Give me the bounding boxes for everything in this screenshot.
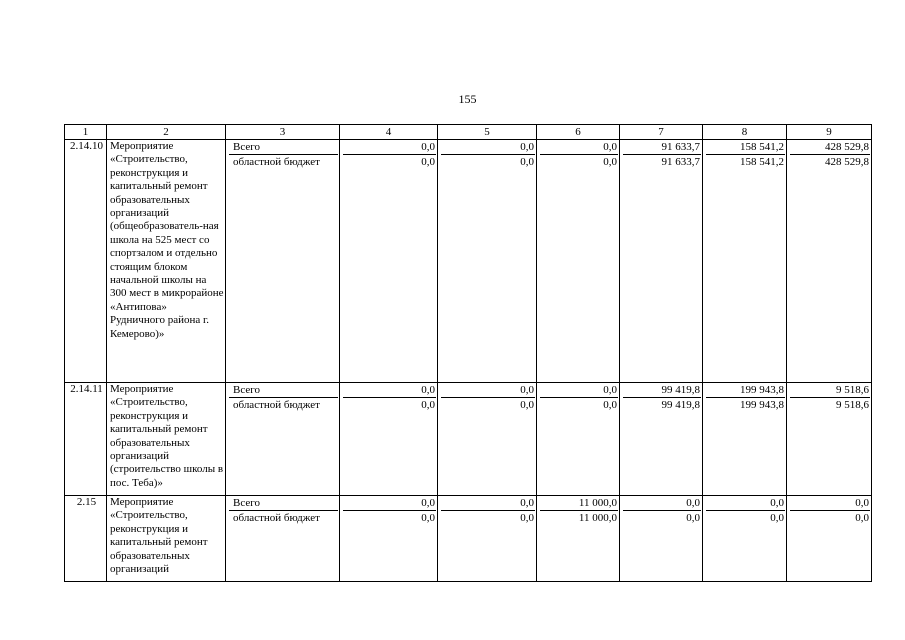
value-cell xyxy=(703,496,787,582)
value-total: 428 529,8 xyxy=(790,140,870,155)
value-total: 0,0 xyxy=(441,496,535,511)
table-row xyxy=(65,496,872,582)
value-regional: 0,0 xyxy=(603,156,617,168)
funding-source-cell xyxy=(226,496,340,582)
table-row xyxy=(65,383,872,496)
budget-table xyxy=(64,124,872,582)
value-total: 0,0 xyxy=(343,383,436,398)
value-regional: 199 943,8 xyxy=(740,399,784,411)
funding-source-regional: областной бюджет xyxy=(233,399,320,411)
value-cell xyxy=(438,140,537,383)
value-total: 0,0 xyxy=(790,496,870,511)
value-cell xyxy=(537,140,620,383)
value-cell xyxy=(340,383,438,496)
table-header-row xyxy=(65,125,872,140)
value-total: 91 633,7 xyxy=(623,140,701,155)
value-total: 0,0 xyxy=(706,496,785,511)
value-cell xyxy=(787,383,872,496)
funding-source-total: Всего xyxy=(229,496,338,511)
column-header: 5 xyxy=(438,125,537,140)
value-regional: 0,0 xyxy=(421,156,435,168)
value-cell xyxy=(537,383,620,496)
value-regional: 0,0 xyxy=(421,512,435,524)
value-cell xyxy=(703,383,787,496)
column-header: 7 xyxy=(620,125,703,140)
value-regional: 0,0 xyxy=(770,512,784,524)
column-header: 8 xyxy=(703,125,787,140)
column-header: 6 xyxy=(537,125,620,140)
value-cell xyxy=(620,496,703,582)
funding-source-regional: областной бюджет xyxy=(233,512,320,524)
value-cell xyxy=(787,140,872,383)
funding-source-regional: областной бюджет xyxy=(233,156,320,168)
column-header: 9 xyxy=(787,125,872,140)
value-total: 0,0 xyxy=(441,383,535,398)
value-regional: 91 633,7 xyxy=(661,156,700,168)
value-regional: 0,0 xyxy=(686,512,700,524)
item-description: Мероприятие «Строительство, реконструкция и капитальный ремонт образовательных организаций (общеобразователь-ная школа на 525 мест со спортзалом и отдельно стоящим блоком начальной школы на 300 мест в микрорайоне «Антипова» Рудничного района г. Кемерово)» xyxy=(107,140,226,383)
value-regional: 428 529,8 xyxy=(825,156,869,168)
column-header: 4 xyxy=(340,125,438,140)
value-regional: 0,0 xyxy=(603,399,617,411)
value-cell xyxy=(340,496,438,582)
value-total: 0,0 xyxy=(623,496,701,511)
value-regional: 0,0 xyxy=(855,512,869,524)
value-cell xyxy=(438,496,537,582)
value-total: 158 541,2 xyxy=(706,140,785,155)
value-regional: 158 541,2 xyxy=(740,156,784,168)
value-regional: 0,0 xyxy=(520,512,534,524)
value-regional: 9 518,6 xyxy=(836,399,869,411)
column-header: 1 xyxy=(65,125,107,140)
funding-source-cell xyxy=(226,383,340,496)
column-header: 2 xyxy=(107,125,226,140)
value-total: 0,0 xyxy=(540,140,618,155)
item-number: 2.15 xyxy=(65,496,107,582)
value-total: 11 000,0 xyxy=(540,496,618,511)
value-total: 199 943,8 xyxy=(706,383,785,398)
item-description: Мероприятие «Строительство, реконструкция и капитальный ремонт образовательных организаций (строительство школы в пос. Теба)» xyxy=(107,383,226,496)
value-cell xyxy=(340,140,438,383)
value-total: 9 518,6 xyxy=(790,383,870,398)
value-regional: 0,0 xyxy=(421,399,435,411)
value-regional: 99 419,8 xyxy=(661,399,700,411)
value-cell xyxy=(620,140,703,383)
funding-source-total: Всего xyxy=(229,383,338,398)
value-total: 0,0 xyxy=(343,496,436,511)
value-total: 0,0 xyxy=(343,140,436,155)
funding-source-cell xyxy=(226,140,340,383)
column-header: 3 xyxy=(226,125,340,140)
item-number: 2.14.11 xyxy=(65,383,107,496)
value-cell xyxy=(438,383,537,496)
value-cell xyxy=(703,140,787,383)
value-total: 0,0 xyxy=(540,383,618,398)
value-regional: 0,0 xyxy=(520,156,534,168)
value-regional: 0,0 xyxy=(520,399,534,411)
page-number: 155 xyxy=(458,92,477,106)
value-cell xyxy=(620,383,703,496)
table-row xyxy=(65,140,872,383)
funding-source-total: Всего xyxy=(229,140,338,155)
item-description: Мероприятие «Строительство, реконструкция и капитальный ремонт образовательных организаций xyxy=(107,496,226,582)
value-cell xyxy=(787,496,872,582)
value-regional: 11 000,0 xyxy=(578,512,617,524)
value-cell xyxy=(537,496,620,582)
value-total: 99 419,8 xyxy=(623,383,701,398)
value-total: 0,0 xyxy=(441,140,535,155)
item-number: 2.14.10 xyxy=(65,140,107,383)
